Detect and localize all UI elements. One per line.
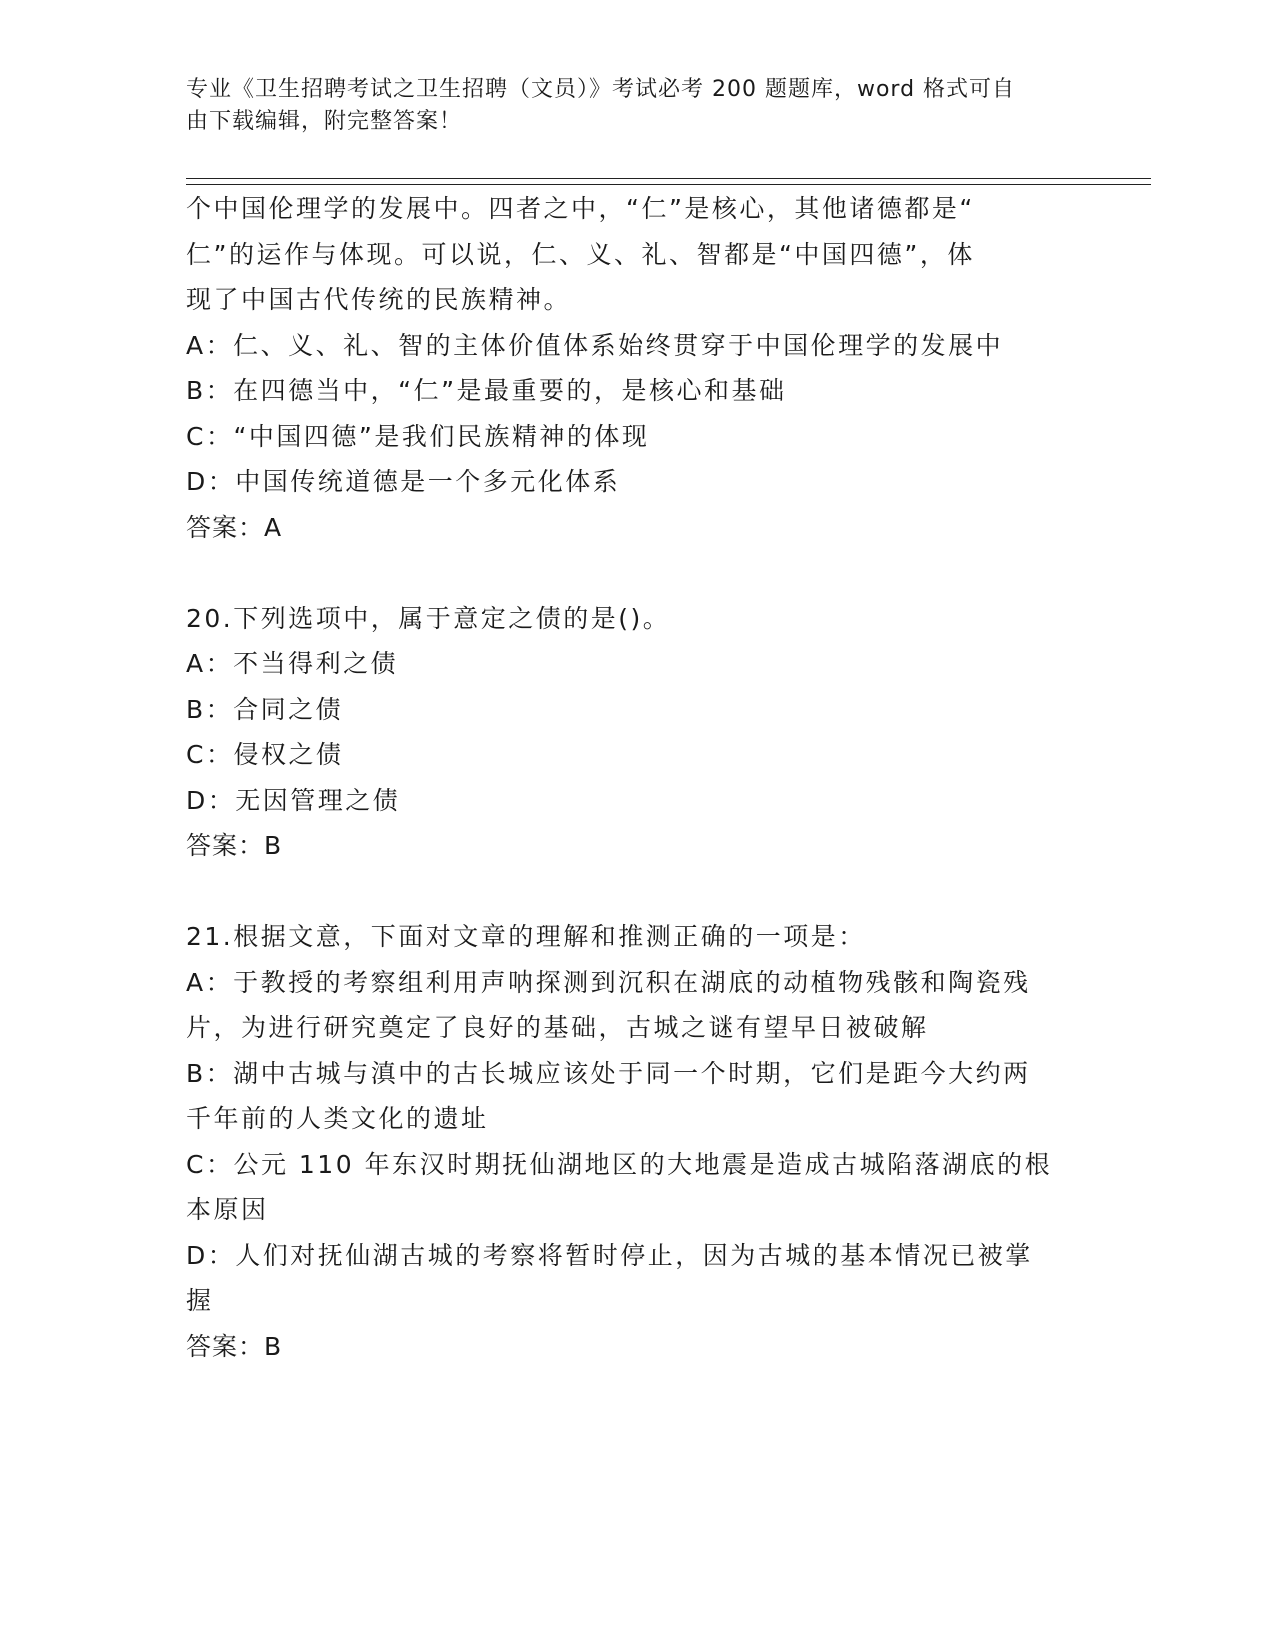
- document-header: [186, 74, 1066, 138]
- option-a: A：不当得利之债: [186, 649, 399, 678]
- option-b-line-1: B：湖中古城与滇中的古长城应该处于同一个时期，它们是距今大约两: [186, 1058, 1031, 1088]
- header-line-1: 专业《卫生招聘考试之卫生招聘（文员）》考试必考 200 题题库，word 格式可自: [186, 77, 1016, 102]
- question-text: 20.下列选项中，属于意定之债的是()。: [186, 603, 671, 633]
- option-c: C：侵权之债: [186, 740, 344, 769]
- question-20: [186, 596, 1086, 869]
- option-c: C：“中国四德”是我们民族精神的体现: [186, 421, 650, 451]
- answer-label: 答案：B: [186, 1331, 283, 1361]
- answer-label: 答案：B: [186, 831, 283, 860]
- question-19-options: [186, 323, 1086, 551]
- header-line-2: 由下载编辑，附完整答案！: [186, 109, 463, 134]
- answer-label: 答案：A: [186, 512, 283, 542]
- option-a-line-2: 片，为进行研究奠定了良好的基础，古城之谜有望早日被破解: [186, 1013, 929, 1042]
- option-b: B：在四德当中，“仁”是最重要的，是核心和基础: [186, 376, 787, 405]
- document-body: [186, 186, 1086, 1369]
- passage-line: 个中国伦理学的发展中。四者之中，“仁”是核心，其他诸德都是“: [186, 194, 975, 223]
- option-c-line-1: C：公元 110 年东汉时期抚仙湖地区的大地震是造成古城陷落湖底的根: [186, 1149, 1053, 1179]
- header-divider-bottom: [186, 184, 1151, 185]
- option-b-line-2: 千年前的人类文化的遗址: [186, 1104, 489, 1133]
- option-d-line-1: D：人们对抚仙湖古城的考察将暂时停止，因为古城的基本情况已被掌: [186, 1240, 1033, 1270]
- option-a-line-1: A：于教授的考察组利用声呐探测到沉积在湖底的动植物残骸和陶瓷残: [186, 967, 1031, 997]
- option-c-line-2: 本原因: [186, 1195, 269, 1224]
- option-d: D：中国传统道德是一个多元化体系: [186, 467, 621, 496]
- option-b: B：合同之债: [186, 694, 344, 724]
- header-divider-top: [186, 178, 1151, 179]
- passage-line: 现了中国古代传统的民族精神。: [186, 285, 572, 314]
- spacer: [186, 869, 1086, 915]
- option-d-line-2: 握: [186, 1286, 214, 1315]
- spacer: [186, 550, 1086, 596]
- option-a: A：仁、义、礼、智的主体价值体系始终贯穿于中国伦理学的发展中: [186, 330, 1004, 360]
- question-21: [186, 914, 1086, 1369]
- question-text: 21.根据文意，下面对文章的理解和推测正确的一项是：: [186, 922, 866, 951]
- passage-line: 仁”的运作与体现。可以说，仁、义、礼、智都是“中国四德”，体: [186, 239, 975, 269]
- option-d: D：无因管理之债: [186, 785, 401, 815]
- passage-continuation: [186, 186, 1086, 323]
